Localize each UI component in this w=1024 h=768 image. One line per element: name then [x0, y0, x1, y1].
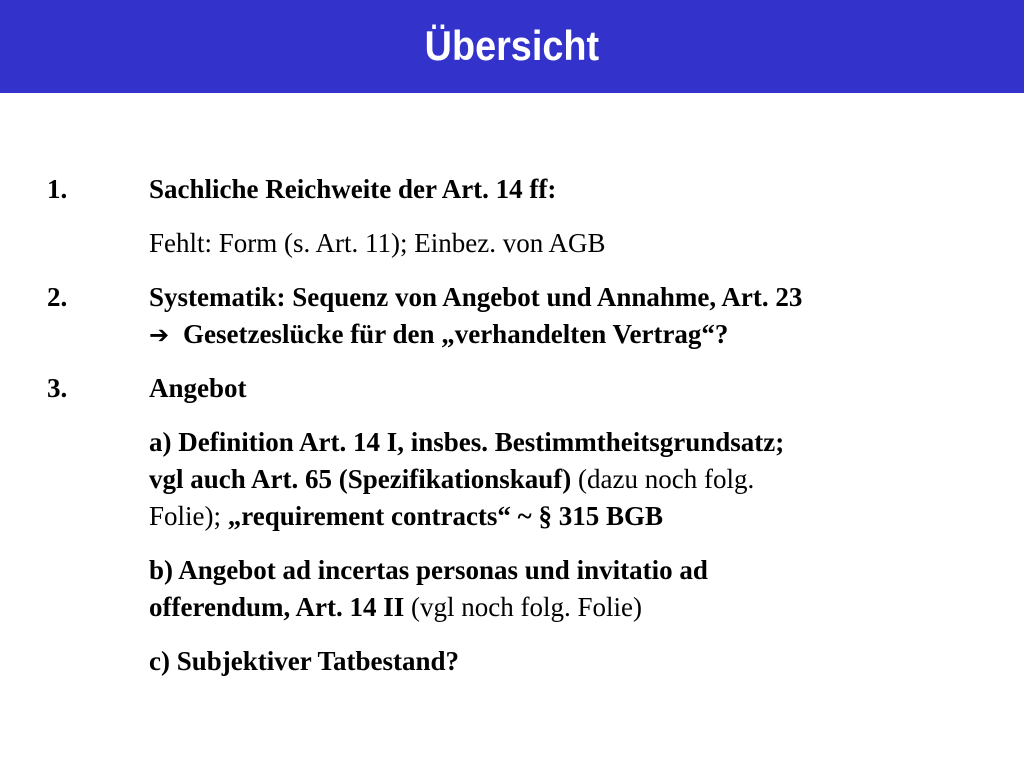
item-3c: c) Subjektiver Tatbestand? [149, 646, 460, 676]
item-3a-line1: a) Definition Art. 14 I, insbes. Bestimmtheitsgrundsatz; [149, 427, 785, 457]
item-2-heading-line2: Gesetzeslücke für den „verhandelten Vertrag“? [183, 319, 729, 349]
item-1-number: 1. [47, 174, 68, 204]
item-3a-line2-bold: vgl auch Art. 65 (Spezifikationskauf) [149, 464, 572, 494]
item-2-number: 2. [47, 282, 68, 312]
title-bar [0, 0, 1024, 93]
item-1-detail: Fehlt: Form (s. Art. 11); Einbez. von AGB [149, 228, 606, 258]
item-3-heading: Angebot [149, 373, 247, 403]
item-3a-line3-normal: Folie); [149, 501, 228, 531]
slide-title: Übersicht [424, 21, 600, 69]
item-2-heading-line1: Systematik: Sequenz von Angebot und Annahme, Art. 23 [149, 282, 803, 312]
item-3b-line2-normal: (vgl noch folg. Folie) [404, 592, 642, 622]
item-3b-line1: b) Angebot ad incertas personas und invitatio ad [149, 555, 708, 585]
item-3a-line3 [149, 499, 999, 534]
item-3a-line2-normal: (dazu noch folg. [571, 464, 755, 494]
item-3-number: 3. [47, 373, 68, 403]
item-1-heading: Sachliche Reichweite der Art. 14 ff: [149, 174, 557, 204]
item-3a-line2 [149, 462, 999, 497]
item-3a-line3-bold: „requirement contracts“ ~ § 315 BGB [227, 501, 663, 531]
item-3b-line2-bold: offerendum, Art. 14 II [149, 592, 405, 622]
right-arrow-icon: ➔ [149, 321, 170, 349]
item-2-heading-line2-wrap [149, 317, 999, 353]
item-3b-line2 [149, 590, 999, 625]
